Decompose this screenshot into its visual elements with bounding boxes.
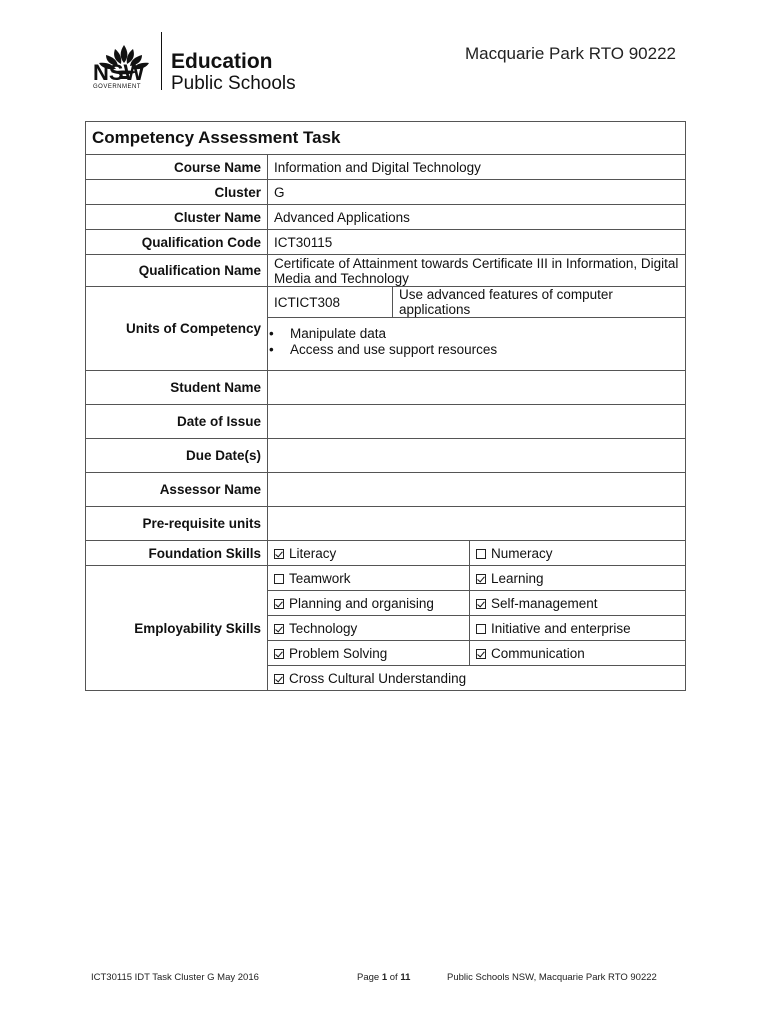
footer-organisation: Public Schools NSW, Macquarie Park RTO 90222: [447, 972, 657, 983]
student-name-field[interactable]: [268, 371, 686, 405]
skill-self-management[interactable]: [470, 591, 686, 616]
footer-document-id: ICT30115 IDT Task Cluster G May 2016: [91, 972, 259, 983]
skill-label: Literacy: [289, 545, 337, 561]
checkbox-communication[interactable]: [476, 649, 486, 659]
logo-public-schools-text: Public Schools: [171, 73, 296, 94]
checkbox-self-management[interactable]: [476, 599, 486, 609]
qualification-code-label: Qualification Code: [86, 230, 268, 255]
skill-label: Numeracy: [491, 545, 553, 561]
due-dates-field[interactable]: [268, 439, 686, 473]
cluster-name-value: Advanced Applications: [268, 205, 686, 230]
qualification-name-label: Qualification Name: [86, 255, 268, 287]
skill-communication[interactable]: [470, 641, 686, 666]
skill-problem-solving[interactable]: [268, 641, 470, 666]
foundation-skills-label: Foundation Skills: [86, 541, 268, 566]
logo-divider: [161, 32, 162, 90]
skill-literacy[interactable]: [268, 541, 470, 566]
unit-row: [268, 287, 685, 318]
checkbox-numeracy[interactable]: [476, 549, 486, 559]
skill-teamwork[interactable]: [268, 566, 470, 591]
checkbox-technology[interactable]: [274, 624, 284, 634]
units-of-competency-label: Units of Competency: [86, 287, 268, 371]
cluster-value: G: [268, 180, 686, 205]
nsw-education-logo: [93, 28, 313, 94]
date-of-issue-label: Date of Issue: [86, 405, 268, 439]
checkbox-problem-solving[interactable]: [274, 649, 284, 659]
prerequisite-units-label: Pre-requisite units: [86, 507, 268, 541]
logo-education-text: Education: [171, 50, 273, 73]
checkbox-cross-cultural[interactable]: [274, 674, 284, 684]
skill-planning[interactable]: [268, 591, 470, 616]
page-current: 1: [381, 972, 388, 983]
checkbox-planning[interactable]: [274, 599, 284, 609]
skill-label: Teamwork: [289, 570, 351, 586]
rto-header: Macquarie Park RTO 90222: [464, 44, 676, 63]
qualification-code-value: ICT30115: [268, 230, 686, 255]
skill-cross-cultural[interactable]: [268, 666, 686, 691]
course-name-label: Course Name: [86, 155, 268, 180]
skill-label: Initiative and enterprise: [491, 620, 631, 636]
footer-page-number: [357, 972, 410, 983]
units-of-competency-cell: [268, 287, 686, 371]
page-of: of: [389, 972, 398, 983]
assessor-name-label: Assessor Name: [86, 473, 268, 507]
unit-elements-list: [268, 326, 685, 358]
checkbox-learning[interactable]: [476, 574, 486, 584]
date-of-issue-field[interactable]: [268, 405, 686, 439]
assessor-name-field[interactable]: [268, 473, 686, 507]
page-title: Competency Assessment Task: [86, 122, 686, 155]
logo-nsw-text: NSW: [93, 60, 145, 85]
skill-learning[interactable]: [470, 566, 686, 591]
student-name-label: Student Name: [86, 371, 268, 405]
skill-label: Learning: [491, 570, 544, 586]
assessment-task-table: [85, 121, 686, 691]
skill-label: Self-management: [491, 595, 598, 611]
cluster-name-label: Cluster Name: [86, 205, 268, 230]
skill-label: Technology: [289, 620, 358, 636]
skill-label: Communication: [491, 645, 585, 661]
skill-technology[interactable]: [268, 616, 470, 641]
employability-skills-label: Employability Skills: [86, 566, 268, 691]
unit-element: • Access and use support resources: [290, 342, 685, 358]
page-prefix: Page: [357, 972, 380, 983]
cluster-label: Cluster: [86, 180, 268, 205]
logo-government-text: GOVERNMENT: [93, 84, 142, 90]
checkbox-teamwork[interactable]: [274, 574, 284, 584]
unit-code: ICTICT308: [268, 287, 393, 317]
skill-numeracy[interactable]: [470, 541, 686, 566]
prerequisite-units-field[interactable]: [268, 507, 686, 541]
skill-label: Cross Cultural Understanding: [289, 670, 467, 686]
qualification-name-value: Certificate of Attainment towards Certificate III in Information, Digital Media and Technology: [268, 255, 686, 287]
unit-title: Use advanced features of computer applications: [399, 287, 613, 317]
course-name-value: Information and Digital Technology: [268, 155, 686, 180]
checkbox-initiative[interactable]: [476, 624, 486, 634]
checkbox-literacy[interactable]: [274, 549, 284, 559]
skill-label: Planning and organising: [289, 595, 434, 611]
skill-label: Problem Solving: [289, 645, 388, 661]
unit-element: • Manipulate data: [290, 326, 685, 342]
skill-initiative[interactable]: [470, 616, 686, 641]
due-dates-label: Due Date(s): [86, 439, 268, 473]
page-total: 11: [400, 972, 411, 983]
